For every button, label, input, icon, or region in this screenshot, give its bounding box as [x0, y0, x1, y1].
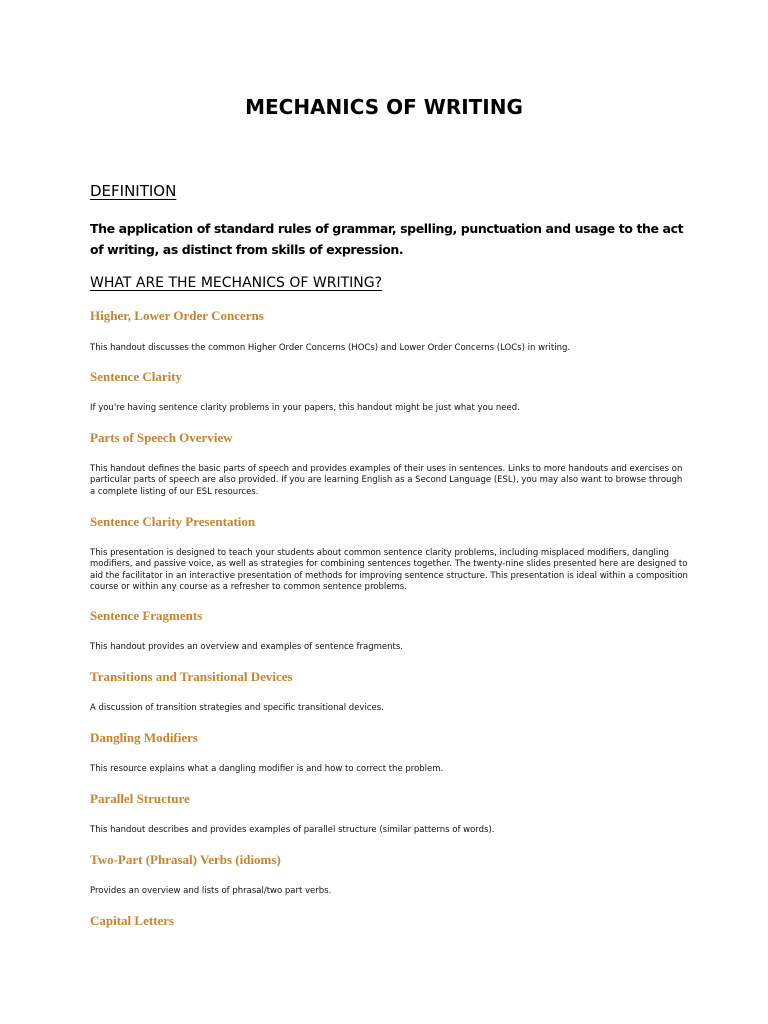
topic-title: Higher, Lower Order Concerns — [90, 308, 264, 323]
topic-title: Sentence Fragments — [90, 608, 203, 623]
topic-description: This resource explains what a dangling modifier is and how to correct the problem. — [90, 764, 444, 774]
topic-title: Sentence Clarity Presentation — [90, 514, 256, 529]
definition-heading: DEFINITION — [90, 182, 177, 200]
topic-description: If you're having sentence clarity problems in your papers, this handout might be just what you need. — [90, 403, 520, 413]
topic-description: This handout defines the basic parts of speech and provides examples of their uses in sentences. Links to more handouts and exercises on particular parts of speech are also provided. If you are learning English as a Second Language (ESL), you may also want to browse through a complete listing of our ESL resources. — [90, 464, 683, 497]
topic-description: This presentation is designed to teach your students about common sentence clarity problems, including misplaced modifiers, dangling modifiers, and passive voice, as well as strategies for combining sentences together. The twenty-nine slides presented here are designed to aid the facilitator in an interactive presentation of methods for improving sentence structure. This presentation is ideal within a composition course or within any course as a refresher to common sentence problems. — [90, 548, 688, 593]
topic-title: Capital Letters — [90, 913, 175, 928]
document-title: MECHANICS OF WRITING — [245, 95, 523, 119]
topic-title: Transitions and Transitional Devices — [90, 669, 293, 684]
definition-text: The application of standard rules of grammar, spelling, punctuation and usage to the act of writing, as distinct from skills of expression. — [90, 221, 684, 257]
topic-description: Provides an overview and lists of phrasal/two part verbs. — [90, 886, 332, 896]
topic-title: Sentence Clarity — [90, 369, 183, 384]
mechanics-heading: WHAT ARE THE MECHANICS OF WRITING? — [90, 275, 383, 291]
topic-title: Dangling Modifiers — [90, 730, 198, 745]
topic-description: This handout discusses the common Higher Order Concerns (HOCs) and Lower Order Concerns (LOCs) in writing. — [90, 343, 571, 353]
topic-title: Parts of Speech Overview — [90, 430, 233, 445]
topic-description: A discussion of transition strategies and specific transitional devices. — [90, 703, 384, 713]
topic-title: Parallel Structure — [90, 791, 190, 806]
topic-description: This handout provides an overview and examples of sentence fragments. — [90, 642, 404, 652]
topic-description: This handout describes and provides examples of parallel structure (similar patterns of words). — [90, 825, 495, 835]
topic-title: Two-Part (Phrasal) Verbs (idioms) — [90, 852, 281, 867]
